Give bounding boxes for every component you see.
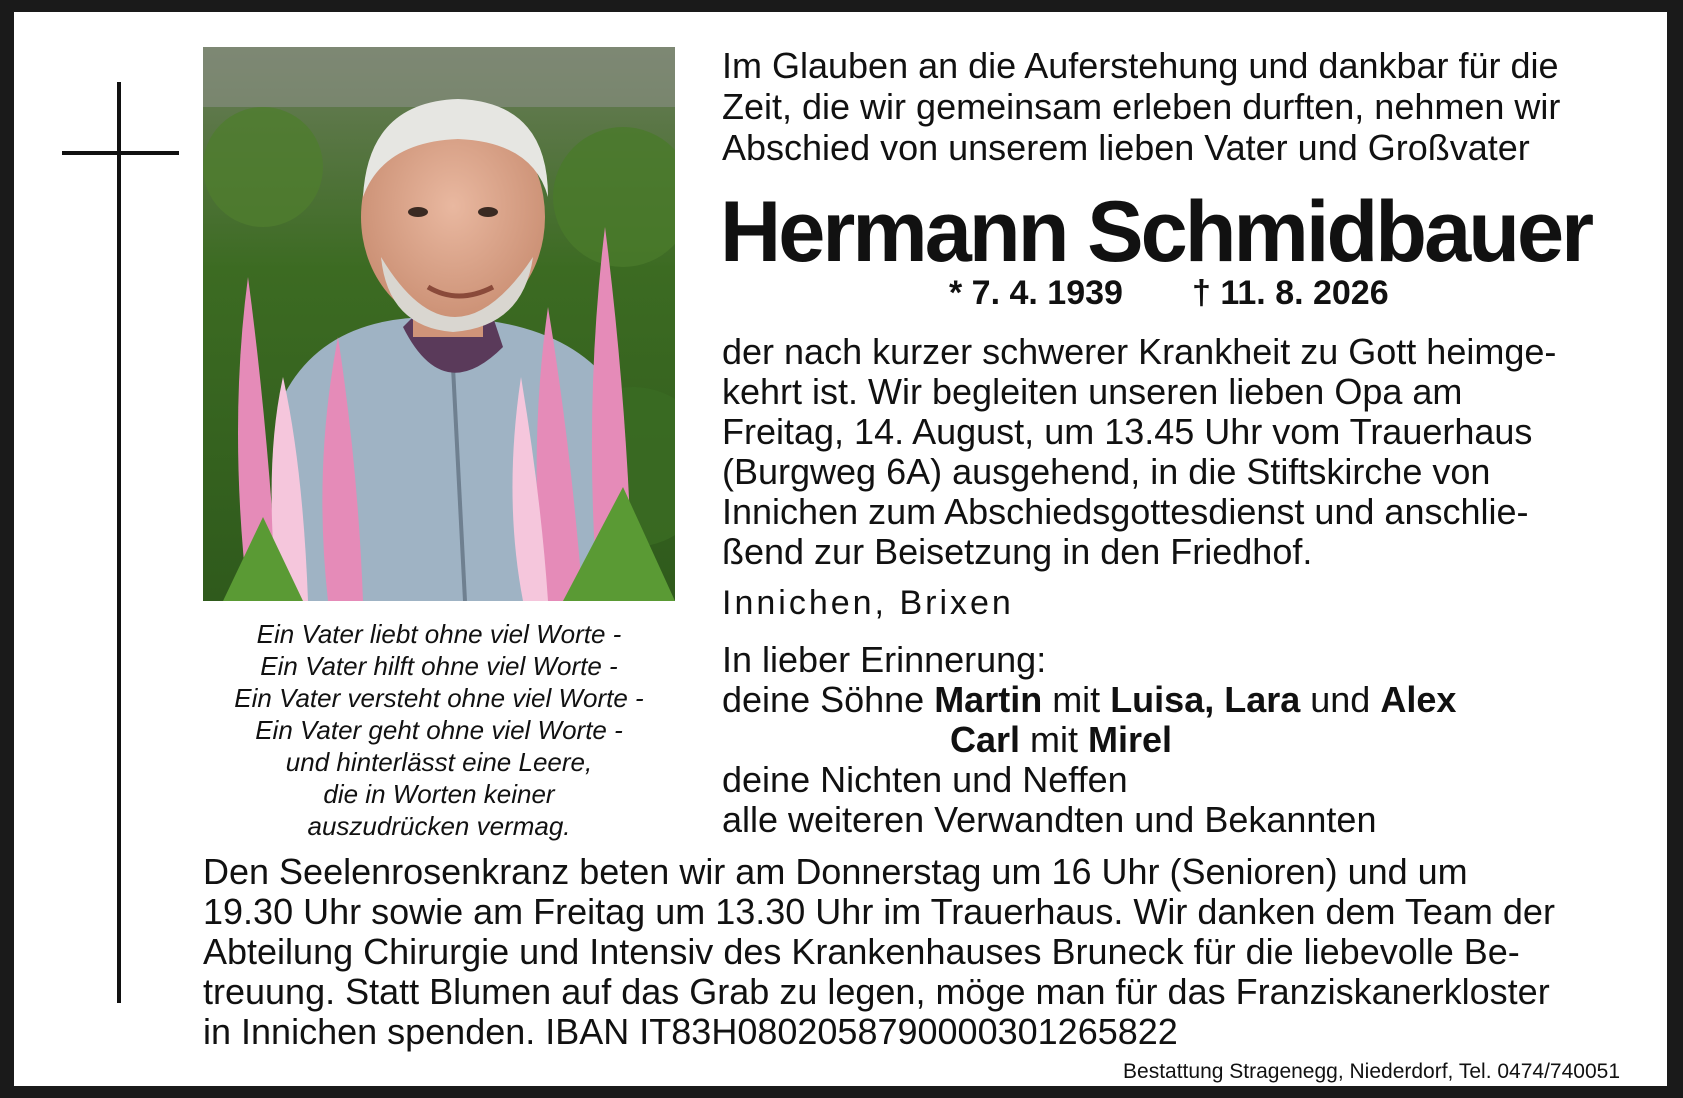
poem-line: Ein Vater hilft ohne viel Worte - bbox=[260, 651, 618, 681]
announcement-line: ßend zur Beisetzung in den Friedhof. bbox=[722, 531, 1313, 572]
death-date: † 11. 8. 2026 bbox=[1192, 274, 1389, 312]
notice-line: Den Seelenrosenkranz beten wir am Donnerstag um 16 Uhr (Senioren) und um bbox=[203, 851, 1468, 892]
text: und bbox=[1300, 679, 1381, 720]
name-alex: Alex bbox=[1380, 679, 1457, 720]
name-martin: Martin bbox=[934, 679, 1043, 720]
cross-icon-vertical bbox=[117, 82, 121, 1003]
portrait-photo-illustration bbox=[203, 47, 675, 601]
announcement-line: der nach kurzer schwerer Krankheit zu Gott heimge- bbox=[722, 331, 1557, 372]
notice-line: Abteilung Chirurgie und Intensiv des Krankenhauses Bruneck für die liebevolle Be- bbox=[203, 931, 1520, 972]
funeral-home-footer: Bestattung Stragenegg, Niederdorf, Tel. 0474/740051 bbox=[1123, 1060, 1620, 1083]
name-luisa-lara: Luisa, Lara bbox=[1110, 679, 1301, 720]
text: mit bbox=[1042, 679, 1111, 720]
mourners-line-relatives: alle weiteren Verwandten und Bekannten bbox=[722, 799, 1377, 840]
poem-line: die in Worten keiner bbox=[323, 779, 555, 809]
cross-icon-horizontal bbox=[62, 151, 179, 155]
memory-heading: In lieber Erinnerung: bbox=[722, 639, 1047, 680]
mourners-line-sons bbox=[722, 680, 1456, 720]
text: mit bbox=[1020, 719, 1089, 760]
poem-line: und hinterlässt eine Leere, bbox=[285, 747, 593, 777]
rosary-notice bbox=[203, 852, 1650, 1052]
text: deine Söhne bbox=[722, 679, 935, 720]
mourners-list bbox=[722, 640, 1456, 840]
obituary-card bbox=[14, 12, 1667, 1086]
birth-date: * 7. 4. 1939 bbox=[949, 274, 1123, 312]
intro-line: Abschied von unserem lieben Vater und Großvater bbox=[722, 127, 1530, 168]
name-carl: Carl bbox=[950, 719, 1021, 760]
intro-line: Im Glauben an die Auferstehung und dankbar für die bbox=[722, 45, 1559, 86]
deceased-name: Hermann Schmidbauer bbox=[720, 184, 1592, 280]
announcement-line: Innichen zum Abschiedsgottesdienst und anschlie- bbox=[722, 491, 1529, 532]
intro-line: Zeit, die wir gemeinsam erleben durften, nehmen wir bbox=[722, 86, 1561, 127]
notice-line: 19.30 Uhr sowie am Freitag um 13.30 Uhr im Trauerhaus. Wir danken dem Team der bbox=[203, 891, 1555, 932]
announcement-text bbox=[722, 332, 1650, 572]
mourners-line-nieces: deine Nichten und Neffen bbox=[722, 759, 1128, 800]
poem-line: Ein Vater versteht ohne viel Worte - bbox=[234, 683, 644, 713]
places: Innichen, Brixen bbox=[722, 584, 1014, 622]
mourners-line-carl bbox=[722, 720, 1456, 760]
intro-text bbox=[722, 45, 1652, 168]
notice-line: treuung. Statt Blumen auf das Grab zu legen, möge man für das Franziskanerkloster bbox=[203, 971, 1550, 1012]
announcement-line: Freitag, 14. August, um 13.45 Uhr vom Trauerhaus bbox=[722, 411, 1533, 452]
portrait-photo bbox=[203, 47, 675, 601]
announcement-line: (Burgweg 6A) ausgehend, in die Stiftskirche von bbox=[722, 451, 1491, 492]
notice-line: in Innichen spenden. IBAN IT83H0802058790000301265822 bbox=[203, 1011, 1178, 1052]
poem-line: auszudrücken vermag. bbox=[307, 811, 571, 841]
name-mirel: Mirel bbox=[1088, 719, 1173, 760]
poem-line: Ein Vater geht ohne viel Worte - bbox=[255, 715, 623, 745]
poem-line: Ein Vater liebt ohne viel Worte - bbox=[256, 619, 622, 649]
announcement-line: kehrt ist. Wir begleiten unseren lieben Opa am bbox=[722, 371, 1463, 412]
poem bbox=[203, 618, 675, 842]
